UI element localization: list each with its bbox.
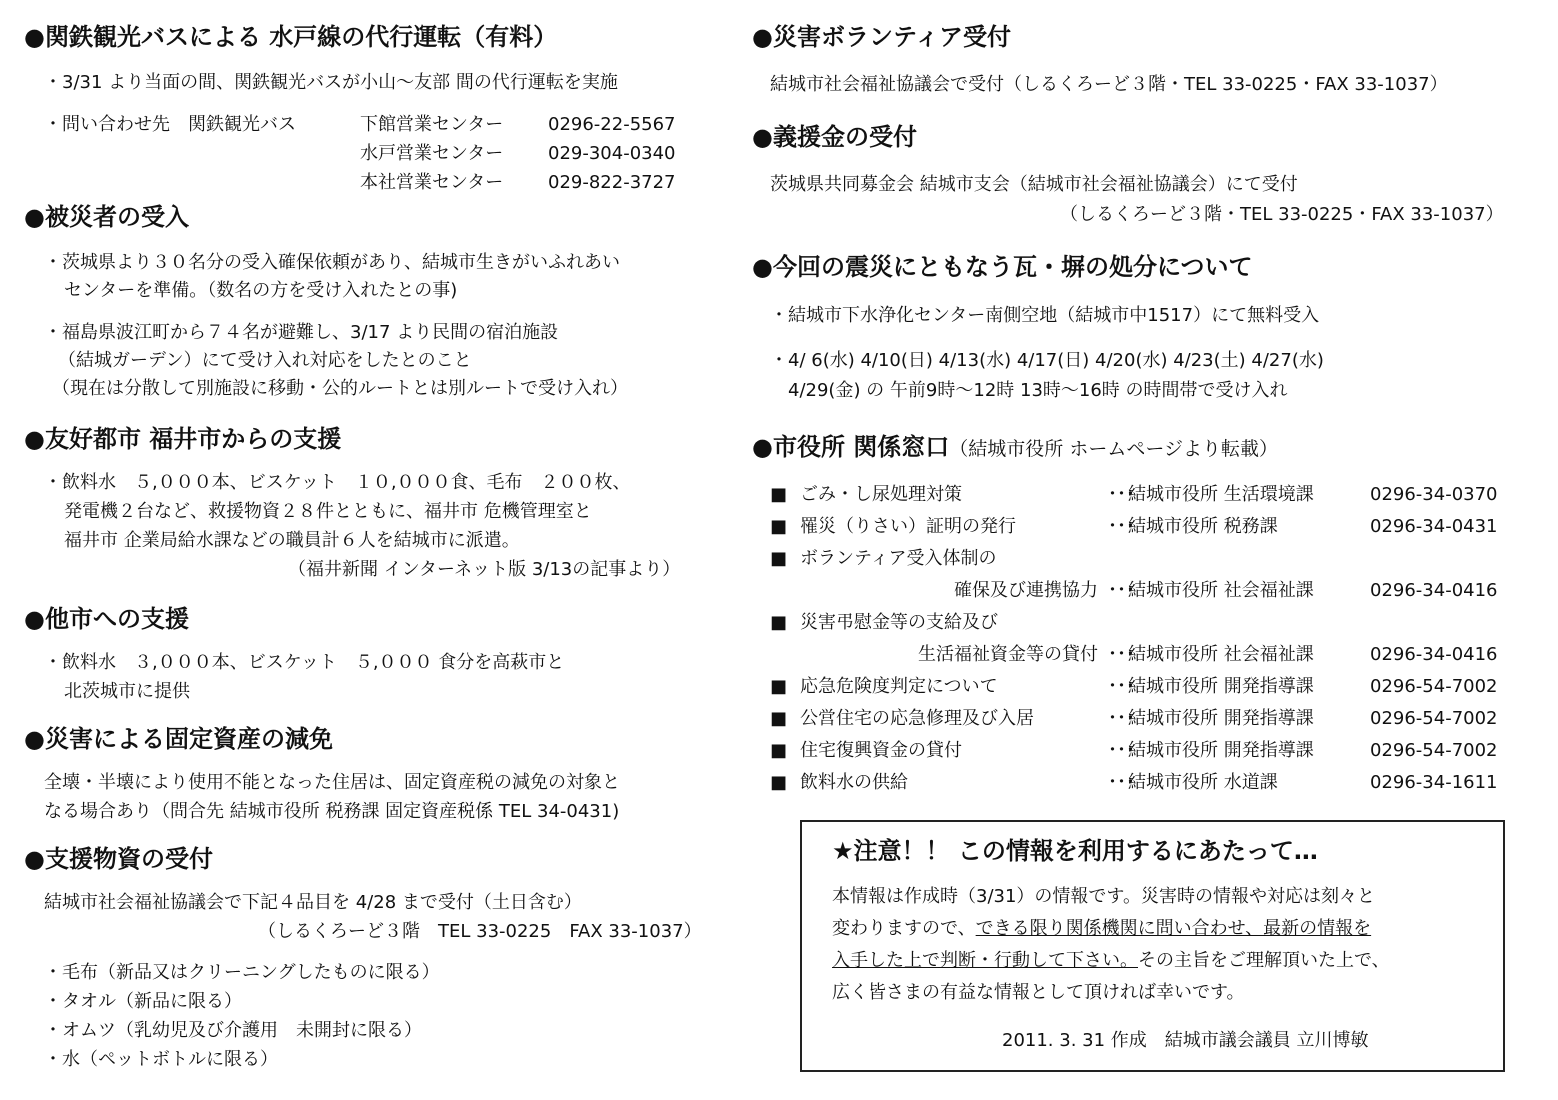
relief-goods-item: ・水（ペットボトルに限る） <box>44 1049 278 1070</box>
table-row <box>770 578 1510 604</box>
leader-dots: ･･･ <box>1108 772 1135 793</box>
leader-dots: ･･･ <box>1108 516 1135 537</box>
contact-item-cont: 確保及び連携協力 <box>954 580 1098 601</box>
property-tax-line: 全壊・半壊により使用不能となった住居は、固定資産税の減免の対象と <box>44 772 620 793</box>
debris-hours: 4/29(金) の 午前9時～12時 13時～16時 の時間帯で受け入れ <box>788 380 1288 401</box>
contact-tel: 0296-34-0431 <box>1370 516 1498 537</box>
donation-line: 茨城県共同募金会 結城市支会（結城市社会福祉協議会）にて受付 <box>770 174 1298 195</box>
contact-item-cont: 生活福祉資金等の貸付 <box>918 644 1098 665</box>
relief-goods-contact: （しるくろーど３階 TEL 33-0225 FAX 33-1037） <box>258 921 702 942</box>
leader-dots: ･･･ <box>1108 580 1135 601</box>
heading-volunteer-reception: ●災害ボランティア受付 <box>752 23 1012 51</box>
table-row <box>770 642 1510 668</box>
contact-item: 罹災（りさい）証明の発行 <box>800 516 1016 537</box>
notice-box <box>800 820 1505 1072</box>
debris-dates: ・4/ 6(水) 4/10(日) 4/13(水) 4/17(日) 4/20(水) 4/23(土) 4/27(水) <box>770 350 1324 371</box>
leader-dots: ･･･ <box>1108 740 1135 761</box>
notice-underlined-text: できる限り関係機関に問い合わせ、最新の情報を <box>975 918 1372 939</box>
contact-tel: 0296-34-0416 <box>1370 580 1498 601</box>
evacuee-line: （結城ガーデン）にて受け入れ対応をしたとのこと <box>58 350 472 371</box>
office-tel: 029-822-3727 <box>548 172 676 193</box>
square-bullet-icon: ■ <box>770 548 788 569</box>
contact-dept: 結城市役所 税務課 <box>1128 516 1278 537</box>
contact-tel: 0296-34-0370 <box>1370 484 1498 505</box>
relief-goods-item: ・オムツ（乳幼児及び介護用 未開封に限る） <box>44 1020 422 1041</box>
table-row <box>770 738 1510 764</box>
heading-debris-disposal: ●今回の震災にともなう瓦・塀の処分について <box>752 253 1253 281</box>
fukui-source: （福井新聞 インターネット版 3/13の記事より） <box>288 559 681 580</box>
contacts-title: ●市役所 関係窓口 <box>752 433 950 461</box>
contact-item: ごみ・し尿処理対策 <box>800 484 962 505</box>
square-bullet-icon: ■ <box>770 516 788 537</box>
table-row <box>770 610 1510 636</box>
contact-item: 住宅復興資金の貸付 <box>800 740 962 761</box>
relief-goods-line: 結城市社会福祉協議会で下記４品目を 4/28 まで受付（土日含む） <box>44 892 582 913</box>
heading-fukui-support: ●友好都市 福井市からの支援 <box>24 425 342 453</box>
heading-property-tax: ●災害による固定資産の減免 <box>24 725 333 753</box>
square-bullet-icon: ■ <box>770 740 788 761</box>
notice-text: その主旨をご理解頂いた上で、 <box>1138 950 1390 971</box>
table-row <box>770 706 1510 732</box>
office-name: 下館営業センター <box>360 114 504 135</box>
table-row <box>770 546 1510 572</box>
contact-item: 応急危険度判定について <box>800 676 998 697</box>
contact-tel: 0296-54-7002 <box>1370 740 1498 761</box>
contact-tel: 0296-54-7002 <box>1370 708 1498 729</box>
office-name: 水戸営業センター <box>360 143 504 164</box>
office-name: 本社営業センター <box>360 172 504 193</box>
square-bullet-icon: ■ <box>770 612 788 633</box>
contact-item: ボランティア受入体制の <box>800 548 997 569</box>
debris-line: ・結城市下水浄化センター南側空地（結城市中1517）にて無料受入 <box>770 305 1320 326</box>
office-tel: 0296-22-5567 <box>548 114 676 135</box>
contact-dept: 結城市役所 水道課 <box>1128 772 1278 793</box>
heading-donation-reception: ●義援金の受付 <box>752 123 917 151</box>
contact-dept: 結城市役所 開発指導課 <box>1128 740 1314 761</box>
relief-goods-item: ・毛布（新品又はクリーニングしたものに限る） <box>44 962 440 983</box>
evacuee-line: ・茨城県より３０名分の受入確保依頼があり、結城市生きがいふれあい <box>44 252 620 273</box>
heading-evacuee-acceptance: ●被災者の受入 <box>24 203 189 231</box>
heading-other-city-support: ●他市への支援 <box>24 605 189 633</box>
bus-contact-label: ・問い合わせ先 関鉄観光バス <box>44 114 296 135</box>
notice-line: 本情報は作成時（3/31）の情報です。災害時の情報や対応は刻々と <box>832 886 1375 907</box>
notice-text: 変わりますので、 <box>832 918 976 939</box>
notice-line <box>832 916 1371 942</box>
contact-dept: 結城市役所 開発指導課 <box>1128 676 1314 697</box>
other-city-line: ・飲料水 ３,０００本、ビスケット ５,０００ 食分を高萩市と <box>44 652 565 673</box>
heading-city-hall-contacts <box>752 432 1278 464</box>
notice-underlined-text: 入手した上で判断・行動して下さい。 <box>832 950 1138 971</box>
contact-tel: 0296-34-0416 <box>1370 644 1498 665</box>
square-bullet-icon: ■ <box>770 772 788 793</box>
contact-tel: 0296-54-7002 <box>1370 676 1498 697</box>
donation-contact: （しるくろーど３階・TEL 33-0225・FAX 33-1037） <box>1060 204 1504 225</box>
notice-line <box>832 948 1390 974</box>
volunteer-line: 結城市社会福祉協議会で受付（しるくろーど３階・TEL 33-0225・FAX 33-1037） <box>770 74 1448 95</box>
evacuee-line: （現在は分散して別施設に移動・公的ルートとは別ルートで受け入れ） <box>52 378 628 399</box>
leader-dots: ･･･ <box>1108 484 1135 505</box>
square-bullet-icon: ■ <box>770 708 788 729</box>
notice-signature: 2011. 3. 31 作成 結城市議会議員 立川博敏 <box>1002 1030 1369 1051</box>
fukui-line: 福井市 企業局給水課などの職員計６人を結城市に派遣。 <box>64 530 520 551</box>
evacuee-line: ・福島県波江町から７４名が避難し、3/17 より民間の宿泊施設 <box>44 322 559 343</box>
property-tax-line: なる場合あり（問合先 結城市役所 税務課 固定資産税係 TEL 34-0431) <box>44 801 620 822</box>
fukui-line: ・飲料水 ５,０００本、ビスケット １０,０００食、毛布 ２００枚、 <box>44 472 631 493</box>
leader-dots: ･･･ <box>1108 644 1135 665</box>
contacts-subtitle: （結城市役所 ホームページより転載） <box>949 438 1278 460</box>
table-row <box>770 514 1510 540</box>
contact-item: 公営住宅の応急修理及び入居 <box>800 708 1034 729</box>
table-row <box>770 770 1510 796</box>
contact-dept: 結城市役所 生活環境課 <box>1128 484 1314 505</box>
leader-dots: ･･･ <box>1108 708 1135 729</box>
heading-bus-replacement: ●関鉄観光バスによる 水戸線の代行運転（有料） <box>24 23 558 51</box>
contact-dept: 結城市役所 社会福祉課 <box>1128 580 1314 601</box>
contact-tel: 0296-34-1611 <box>1370 772 1498 793</box>
fukui-line: 発電機２台など、救援物資２８件とともに、福井市 危機管理室と <box>64 501 592 522</box>
heading-relief-goods: ●支援物資の受付 <box>24 845 213 873</box>
table-row <box>770 482 1510 508</box>
contact-dept: 結城市役所 社会福祉課 <box>1128 644 1314 665</box>
office-tel: 029-304-0340 <box>548 143 676 164</box>
square-bullet-icon: ■ <box>770 676 788 697</box>
contact-item: 災害弔慰金等の支給及び <box>800 612 998 633</box>
contact-dept: 結城市役所 開発指導課 <box>1128 708 1314 729</box>
other-city-line: 北茨城市に提供 <box>64 681 190 702</box>
evacuee-line: センターを準備。（数名の方を受け入れたとの事) <box>64 280 458 301</box>
notice-line: 広く皆さまの有益な情報として頂ければ幸いです。 <box>832 982 1245 1003</box>
bus-info-line: ・3/31 より当面の間、関鉄観光バスが小山～友部 間の代行運転を実施 <box>44 72 618 93</box>
relief-goods-item: ・タオル（新品に限る） <box>44 991 242 1012</box>
contact-item: 飲料水の供給 <box>800 772 908 793</box>
table-row <box>770 674 1510 700</box>
notice-title: ★注意！！ この情報を利用するにあたって… <box>832 837 1318 865</box>
leader-dots: ･･･ <box>1108 676 1135 697</box>
square-bullet-icon: ■ <box>770 484 788 505</box>
